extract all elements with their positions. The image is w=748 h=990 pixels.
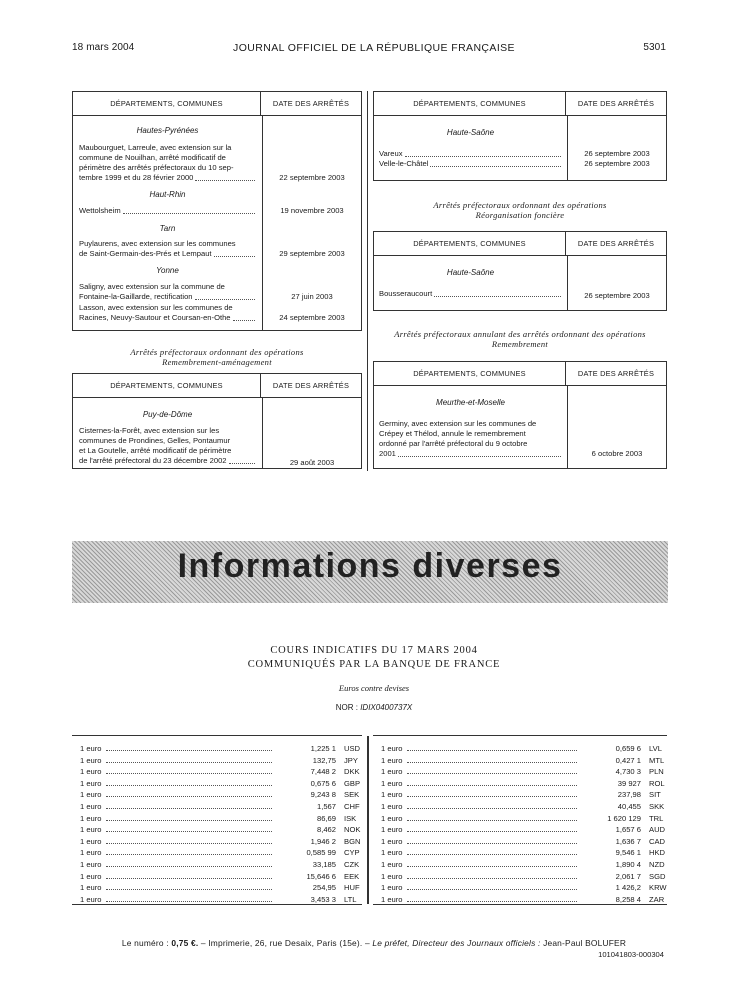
dept-label: Haute-Saône	[446, 268, 495, 277]
entry-date: 26 septembre 2003	[584, 291, 650, 300]
rate-unit: 1 euro	[381, 767, 403, 777]
rate-currency: NOK	[344, 825, 361, 835]
rate-unit: 1 euro	[80, 744, 102, 753]
rate-value: 15,646 6	[306, 871, 336, 881]
rate-unit: 1 euro	[381, 778, 403, 788]
rate-currency: ZAR	[649, 894, 665, 904]
col-header-date: DATE DES ARRÊTÉS	[577, 239, 655, 248]
rate-unit: 1 euro	[80, 767, 102, 777]
rate-value: 1,225 1	[310, 744, 336, 753]
rate-currency: JPY	[344, 755, 358, 765]
rate-unit: 1 euro	[381, 825, 403, 835]
entry-date: 6 octobre 2003	[591, 449, 643, 458]
table-remembrement-amenagement	[72, 373, 362, 469]
rate-unit: 1 euro	[381, 755, 403, 765]
rate-row	[80, 753, 362, 765]
rate-row	[80, 845, 362, 857]
entry-text: Wettolsheim	[79, 206, 257, 216]
table-remembrement-left	[72, 91, 362, 331]
rate-currency: CHF	[344, 802, 360, 811]
rate-value: 0,675 6	[310, 778, 336, 788]
rate-value: 1,567	[316, 802, 336, 811]
rate-unit: 1 euro	[80, 871, 102, 881]
rate-unit: 1 euro	[80, 778, 102, 788]
rate-value: 132,75	[312, 755, 336, 765]
rate-row	[80, 822, 362, 834]
rate-row	[80, 764, 362, 776]
rate-value: 9,546 1	[615, 848, 641, 858]
rate-unit: 1 euro	[381, 883, 403, 893]
rate-currency: CAD	[649, 836, 666, 846]
rate-row	[381, 799, 667, 811]
rate-value: 40,455	[617, 802, 641, 811]
rate-currency: AUD	[649, 825, 666, 835]
rate-row	[80, 880, 362, 892]
rate-value: 4,730 3	[615, 767, 641, 777]
rates-table-right	[373, 735, 667, 905]
rate-row	[381, 776, 667, 788]
col-header-date: DATE DES ARRÊTÉS	[577, 369, 655, 378]
rate-value: 7,448 2	[310, 767, 336, 777]
rate-currency: BGN	[344, 836, 361, 846]
section-title: Arrêtés préfectoraux annulant des arrêtés ordonnant des opérations Remembrement	[394, 329, 646, 349]
entry-date: 22 septembre 2003	[279, 173, 345, 182]
dept-label: Yonne	[156, 266, 179, 275]
rate-currency: SEK	[344, 790, 360, 800]
rate-row	[381, 787, 667, 799]
rate-unit: 1 euro	[80, 825, 102, 835]
rate-row	[381, 845, 667, 857]
col-header-date: DATE DES ARRÊTÉS	[272, 381, 350, 390]
rate-currency: DKK	[344, 767, 360, 777]
journal-title: JOURNAL OFFICIEL DE LA RÉPUBLIQUE FRANÇAISE	[233, 42, 515, 54]
entry-text: Vareux Velle-le-Châtel	[379, 149, 563, 169]
rate-unit: 1 euro	[381, 871, 403, 881]
rate-value: 1 426,2	[615, 883, 641, 893]
rate-value: 3,453 3	[310, 894, 336, 904]
rate-row	[80, 869, 362, 881]
rate-unit: 1 euro	[80, 860, 102, 869]
rate-unit: 1 euro	[381, 802, 403, 811]
rate-currency: LVL	[649, 744, 662, 753]
nor-reference: NOR : IDIX0400737X	[335, 703, 413, 712]
rate-currency: CZK	[344, 860, 360, 869]
dept-label: Haute-Saône	[446, 128, 495, 137]
rate-unit: 1 euro	[80, 813, 102, 823]
dept-label: Tarn	[159, 224, 176, 233]
rate-currency: TRL	[649, 813, 664, 823]
table-remembrement-right	[373, 91, 667, 181]
entry-date: 29 septembre 2003	[279, 249, 345, 258]
rate-unit: 1 euro	[381, 813, 403, 823]
entry-text: Puylaurens, avec extension sur les communes de Saint-Germain-des-Prés et Lempaut	[79, 239, 257, 259]
entry-date: 26 septembre 2003	[584, 149, 650, 158]
rate-currency: MTL	[649, 755, 665, 765]
rates-table-left	[72, 735, 362, 905]
section-title: Arrêtés préfectoraux ordonnant des opérations Réorganisation foncière	[433, 200, 607, 220]
rate-currency: NZD	[649, 860, 665, 869]
rate-row	[80, 811, 362, 823]
rate-value: 9,243 8	[310, 790, 336, 800]
entry-date: 19 novembre 2003	[280, 206, 344, 215]
dept-label: Puy-de-Dôme	[142, 410, 193, 419]
rate-currency: ISK	[344, 813, 357, 823]
col-header-departements: DÉPARTEMENTS, COMMUNES	[374, 232, 566, 255]
rate-value: 1,946 2	[310, 836, 336, 846]
dept-label: Hautes-Pyrénées	[136, 126, 199, 135]
rate-unit: 1 euro	[381, 790, 403, 800]
rate-value: 86,69	[316, 813, 336, 823]
rate-value: 1 620 129	[607, 813, 641, 823]
entry-date: 24 septembre 2003	[279, 313, 345, 322]
rate-row	[80, 787, 362, 799]
rate-unit: 1 euro	[80, 802, 102, 811]
rate-row	[80, 892, 362, 904]
rate-row	[381, 741, 667, 753]
col-header-departements: DÉPARTEMENTS, COMMUNES	[374, 362, 566, 385]
rate-unit: 1 euro	[80, 755, 102, 765]
entry-text: Saligny, avec extension sur la commune de Fontaine-la-Gaillarde, rectification	[79, 282, 257, 302]
dept-label: Haut-Rhin	[149, 190, 186, 199]
table-annulant	[373, 361, 667, 469]
rate-value: 0,659 6	[615, 744, 641, 753]
section-title: Arrêtés préfectoraux ordonnant des opérations Remembrement-aménagement	[130, 347, 304, 367]
rate-row	[381, 764, 667, 776]
rate-currency: SKK	[649, 802, 665, 811]
col-header-departements: DÉPARTEMENTS, COMMUNES	[374, 92, 566, 115]
col-header-departements: DÉPARTEMENTS, COMMUNES	[73, 92, 261, 115]
rate-value: 8,462	[316, 825, 336, 835]
table-reorganisation-fonciere	[373, 231, 667, 311]
rate-value: 0,427 1	[615, 755, 641, 765]
rate-value: 237,98	[617, 790, 641, 800]
rate-currency: CYP	[344, 848, 360, 858]
rate-value: 254,95	[312, 883, 336, 893]
rate-unit: 1 euro	[80, 894, 102, 904]
rate-value: 39 927	[617, 778, 641, 788]
rate-currency: USD	[344, 744, 361, 753]
rate-unit: 1 euro	[381, 860, 403, 869]
col-header-date: DATE DES ARRÊTÉS	[577, 99, 655, 108]
rate-unit: 1 euro	[381, 836, 403, 846]
rate-row	[381, 857, 667, 869]
rate-unit: 1 euro	[381, 894, 403, 904]
rate-currency: LTL	[344, 894, 357, 904]
rate-value: 8,258 4	[615, 894, 641, 904]
rate-row	[381, 834, 667, 846]
rate-value: 0,585 99	[306, 848, 336, 858]
rate-unit: 1 euro	[80, 836, 102, 846]
section-banner	[72, 541, 668, 603]
page-number: 5301	[643, 42, 666, 53]
rate-currency: SGD	[649, 871, 666, 881]
entry-text: Maubourguet, Larreule, avec extension sur la commune de Nouilhan, arrêté modificatif de périmètre des arrêtés préfectoraux du 10 sep- tembre 1999 et du 28 février 2000	[79, 143, 257, 183]
rate-row	[80, 834, 362, 846]
rate-value: 1,657 6	[615, 825, 641, 835]
rate-row	[80, 799, 362, 811]
rate-unit: 1 euro	[381, 848, 403, 858]
entry-text: Lasson, avec extension sur les communes de Racines, Neuvy-Sautour et Coursan-en-Othe	[79, 303, 257, 323]
page-date: 18 mars 2004	[72, 42, 135, 53]
col-header-departements: DÉPARTEMENTS, COMMUNES	[73, 374, 261, 397]
rate-row	[80, 741, 362, 753]
entry-text: Cisternes-la-Forêt, avec extension sur les communes de Prondines, Gelles, Pontaumur et La Goutelle, arrêté modificatif de périmètre de l'arrêté préfectoral du 23 décembre 2002	[79, 426, 257, 466]
entry-date: 27 juin 2003	[291, 292, 333, 301]
rate-value: 1,636 7	[615, 836, 641, 846]
rate-row	[381, 811, 667, 823]
entry-date: 29 août 2003	[289, 458, 335, 467]
rate-row	[381, 753, 667, 765]
rate-currency: EEK	[344, 871, 360, 881]
rate-currency: SIT	[649, 790, 661, 800]
rate-row	[381, 892, 667, 904]
rate-value: 33,185	[312, 860, 336, 869]
entry-text: Germiny, avec extension sur les communes de Crépey et Thélod, annule le remembrement ordonné par l'arrêté préfectoral du 9 octobre 2001	[379, 419, 563, 459]
entry-text: Bousseraucourt	[379, 289, 563, 299]
rate-row	[80, 776, 362, 788]
rate-currency: HUF	[344, 883, 360, 893]
cours-title: COURS INDICATIFS DU 17 MARS 2004	[270, 645, 478, 656]
euros-contre-devises: Euros contre devises	[338, 683, 410, 693]
rate-currency: GBP	[344, 778, 361, 788]
dept-label: Meurthe-et-Moselle	[436, 398, 505, 407]
rate-row	[381, 880, 667, 892]
rate-currency: ROL	[649, 778, 665, 788]
rate-row	[381, 869, 667, 881]
rate-value: 1,890 4	[615, 860, 641, 869]
print-reference: 101041803-000304	[598, 950, 664, 959]
entry-date: 26 septembre 2003	[584, 159, 650, 168]
page-footer: Le numéro : 0,75 €. – Imprimerie, 26, rue Desaix, Paris (15e). – Le préfet, Directeur des Journaux officiels : Jean-Paul BOLUFER	[121, 938, 627, 948]
rate-currency: KRW	[649, 883, 667, 893]
rate-unit: 1 euro	[381, 744, 403, 753]
banner-title: Informations diverses	[177, 547, 563, 585]
rate-currency: HKD	[649, 848, 666, 858]
rate-unit: 1 euro	[80, 790, 102, 800]
rate-value: 2,061 7	[615, 871, 641, 881]
rate-row	[80, 857, 362, 869]
rate-row	[381, 822, 667, 834]
cours-subtitle: COMMUNIQUÉS PAR LA BANQUE DE FRANCE	[247, 659, 501, 670]
rate-unit: 1 euro	[80, 883, 102, 893]
rate-currency: PLN	[649, 767, 664, 777]
rate-unit: 1 euro	[80, 848, 102, 858]
column-divider	[367, 91, 368, 471]
col-header-date: DATE DES ARRÊTÉS	[272, 99, 350, 108]
